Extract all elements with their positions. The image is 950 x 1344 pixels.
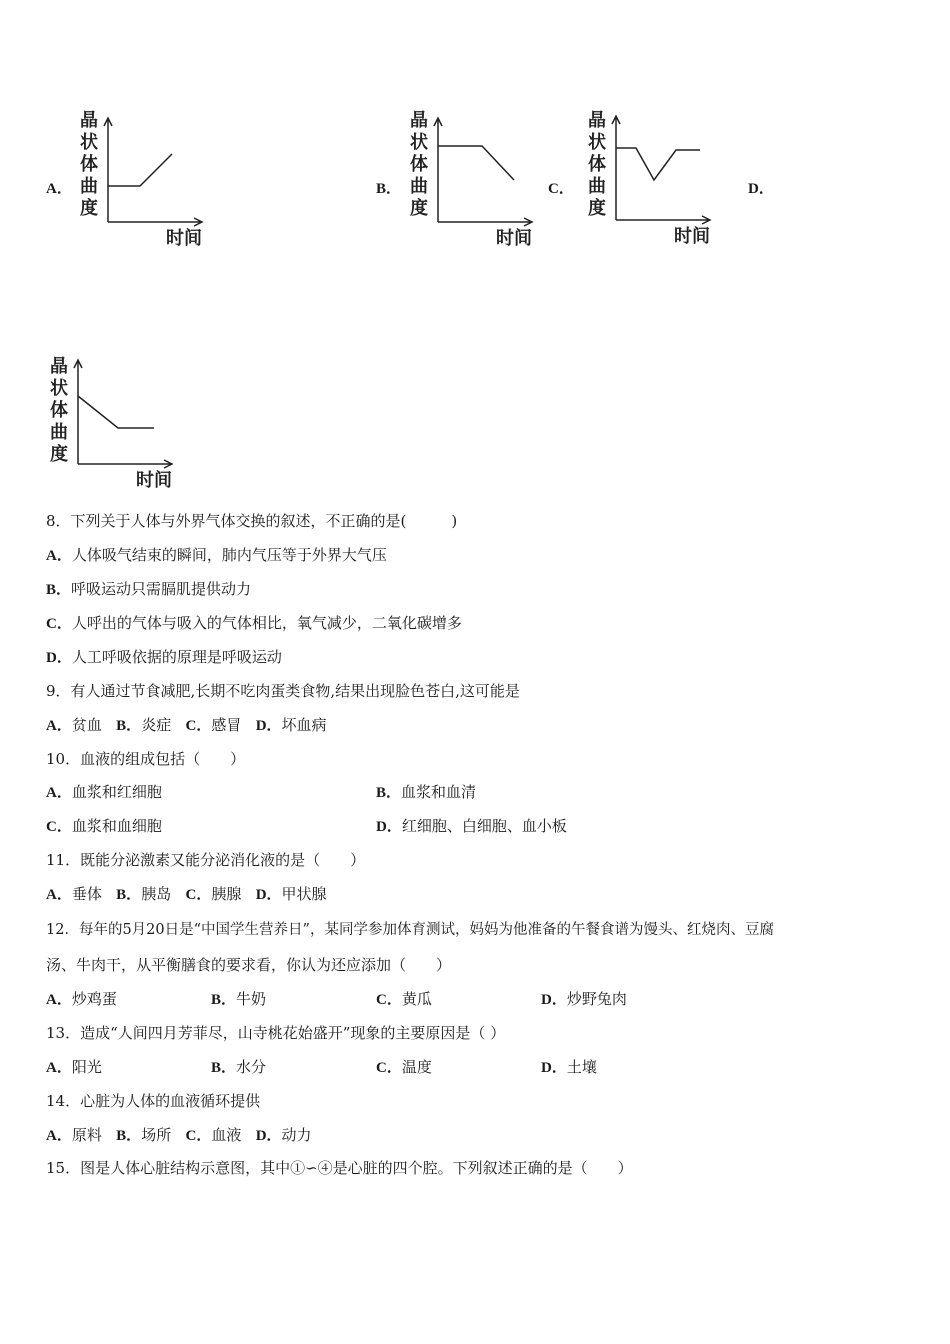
- question-13-option-c: C．温度: [376, 1058, 432, 1076]
- curve-c: [616, 148, 700, 180]
- graph-c-ylabel: [588, 110, 606, 219]
- question-13-option-d: D．土壤: [541, 1058, 597, 1076]
- ylabel-char: 度: [80, 198, 98, 219]
- ylabel-char: 晶: [588, 110, 606, 131]
- ylabel-char: 状: [410, 132, 428, 153]
- question-12-option-d: D．炒野兔肉: [541, 990, 627, 1008]
- ylabel-char: 晶: [80, 110, 98, 131]
- question-14-options: A．原料 B．场所 C．血液 D．动力: [46, 1126, 312, 1144]
- option-letter-b: B．: [376, 181, 402, 197]
- ylabel-char: 晶: [410, 110, 428, 131]
- question-11-options: A．垂体 B．胰岛 C．胰腺 D．甲状腺: [46, 885, 327, 903]
- graph-b: [406, 106, 546, 251]
- xlabel: 时间: [496, 228, 532, 249]
- question-10-option-b: B．血浆和血清: [376, 783, 477, 801]
- question-10-option-a: A．血浆和红细胞: [46, 783, 162, 801]
- question-8-stem: 8．下列关于人体与外界气体交换的叙述，不正确的是( ): [46, 512, 458, 530]
- curve-a: [108, 154, 172, 186]
- y-axis: [104, 118, 112, 222]
- x-axis: [78, 460, 172, 468]
- option-letter-a: A．: [46, 181, 72, 197]
- ylabel-char: 状: [80, 132, 98, 153]
- ylabel-char: 度: [588, 198, 606, 219]
- option-letter-d: D．: [748, 181, 774, 197]
- ylabel-char: 体: [80, 154, 98, 175]
- question-12-option-a: A．炒鸡蛋: [46, 990, 117, 1008]
- question-9-options: A．贫血 B．炎症 C．感冒 D．坏血病: [46, 716, 327, 734]
- graph-d-ylabel: [50, 356, 68, 465]
- ylabel-char: 度: [410, 198, 428, 219]
- question-10-option-c: C．血浆和血细胞: [46, 817, 162, 835]
- question-9-stem: 9．有人通过节食减肥,长期不吃肉蛋类食物,结果出现脸色苍白,这可能是: [46, 682, 520, 700]
- y-axis: [612, 116, 620, 220]
- curve-b: [438, 146, 514, 180]
- question-10-stem: 10．血液的组成包括（ ）: [46, 750, 246, 768]
- graph-a: [76, 106, 216, 251]
- x-axis: [616, 216, 710, 224]
- question-8-option-b: B．呼吸运动只需膈肌提供动力: [46, 580, 252, 598]
- y-axis: [434, 118, 442, 222]
- graph-d: [46, 352, 186, 497]
- question-12-stem-line1: 12．每年的5月20日是“中国学生营养日”，某同学参加体育测试，妈妈为他准备的午餐食谱为馒头、红烧肉、豆腐: [46, 922, 774, 938]
- question-8-option-c: C．人呼出的气体与吸入的气体相比，氧气减少，二氧化碳增多: [46, 614, 462, 632]
- question-8-option-a: A．人体吸气结束的瞬间，肺内气压等于外界大气压: [46, 546, 387, 564]
- xlabel: 时间: [136, 470, 172, 491]
- x-axis: [438, 218, 532, 226]
- ylabel-char: 曲: [588, 176, 606, 197]
- question-13-option-b: B．水分: [211, 1058, 267, 1076]
- question-15-stem: 15．图是人体心脏结构示意图，其中①∽④是心脏的四个腔。下列叙述正确的是（ ）: [46, 1159, 633, 1177]
- x-axis: [108, 218, 202, 226]
- question-11-stem: 11．既能分泌激素又能分泌消化液的是（ ）: [46, 851, 366, 869]
- question-14-stem: 14．心脏为人体的血液循环提供: [46, 1092, 261, 1110]
- question-10-option-d: D．红细胞、白细胞、血小板: [376, 817, 567, 835]
- graph-c: [584, 106, 724, 251]
- ylabel-char: 体: [588, 154, 606, 175]
- graph-a-ylabel: [80, 110, 98, 219]
- ylabel-char: 状: [588, 132, 606, 153]
- ylabel-char: 体: [50, 400, 68, 421]
- xlabel: 时间: [674, 226, 710, 247]
- ylabel-char: 曲: [50, 422, 68, 443]
- option-letter-c: C．: [548, 181, 574, 197]
- ylabel-char: 体: [410, 154, 428, 175]
- ylabel-char: 度: [50, 444, 68, 465]
- question-12-stem-line2: 汤、牛肉干，从平衡膳食的要求看，你认为还应添加（ ）: [46, 956, 452, 974]
- question-13-option-a: A．阳光: [46, 1058, 102, 1076]
- xlabel: 时间: [166, 228, 202, 249]
- question-12-option-b: B．牛奶: [211, 990, 267, 1008]
- ylabel-char: 曲: [80, 176, 98, 197]
- question-8-option-d: D．人工呼吸依据的原理是呼吸运动: [46, 648, 282, 666]
- y-axis: [74, 360, 82, 464]
- graph-b-ylabel: [410, 110, 428, 219]
- ylabel-char: 曲: [410, 176, 428, 197]
- question-12-option-c: C．黄瓜: [376, 990, 432, 1008]
- ylabel-char: 状: [50, 378, 68, 399]
- question-13-stem: 13．造成“人间四月芳菲尽，山寺桃花始盛开”现象的主要原因是（ ）: [46, 1024, 506, 1042]
- ylabel-char: 晶: [50, 356, 68, 377]
- curve-d: [78, 396, 154, 428]
